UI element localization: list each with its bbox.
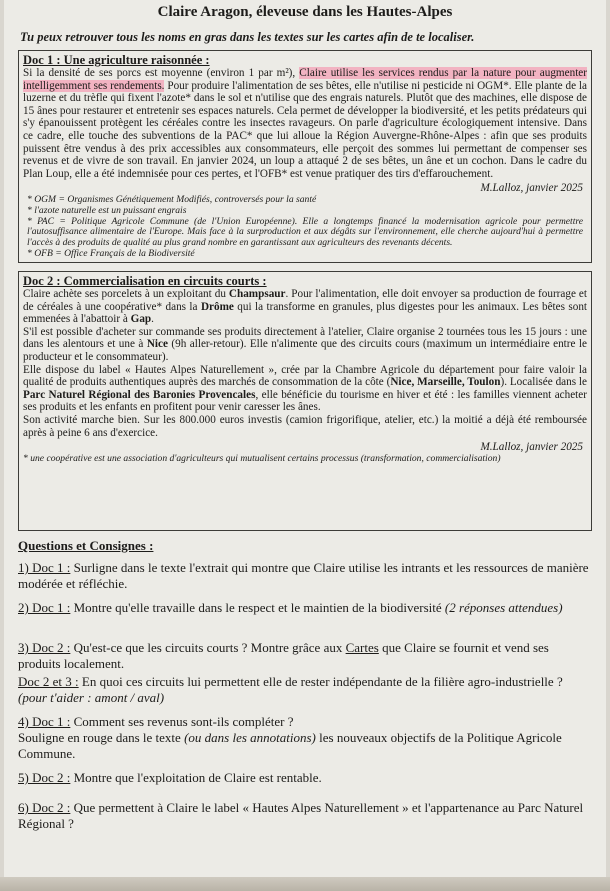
doc1-paragraph [19,67,591,180]
q3b-ref: Doc 2 et 3 : [18,674,79,689]
questions-title: Questions et Consignes : [18,538,154,553]
doc1-text-a: Si la densité de ses porcs est moyenne (environ 1 par m²), [23,67,296,79]
doc2-text: (9h aller-retour). Elle n'alimente que des circuits cours (maximum un intermédiaire entre le producteur et le consommateur). [23,338,588,363]
document-1-box [18,50,592,263]
q2-hint: (2 réponses attendues) [444,600,563,615]
q2-text: Montre qu'elle travaille dans le respect et le maintien de la biodiversité [73,600,442,615]
doc2-signature: M.Lalloz, janvier 2025 [480,441,583,454]
place-nice: Nice [146,338,168,351]
doc2-text: qui la transforme en granules, plus digestes pour les animaux. Les bêtes sont emmenées à l'abattoir à [23,300,588,326]
place-parc-baronies: Parc Naturel Régional des Baronies Provencales [23,388,256,401]
doc2-text: ). Localisée dans le [500,376,588,389]
q3b-hint: (pour t'aider : amont / aval) [18,690,165,705]
note-ogm: * OGM = Organismes Génétiquement Modifiés, controversés pour la santé [27,193,317,205]
doc2-paragraph-1: Claire achète ses porcelets à un exploitant du Champsaur. Pour l'alimentation, elle doit envoyer sa production de fourrage et de céréales à une coopérative* dans la Drôme qui la transforme en granules, plus digestes pour les animaux. Les bêtes sont emmenées à l'abattoir à Gap. [23,288,588,326]
doc2-paragraph-3 [19,364,591,414]
places-coast: Nice, Marseille, Toulon [390,376,501,389]
q4-hint: (ou dans les annotations) [184,730,316,745]
place-gap: Gap [130,313,152,326]
note-ofb: * OFB = Office Français de la Biodiversité [27,247,195,259]
doc2-note-cooperative: * une coopérative est une association d'agriculteurs qui mutualisent certains processus (transformation, commercialisation) [23,452,501,464]
q1-ref: 1) Doc 1 : [18,560,71,575]
doc2-text: . Pour l'alimentation, elle doit envoyer sa production de fourrage et de céréales à une coopérative* dans la [23,288,587,313]
q4-text: Comment ses revenus sont-ils compléter ? [73,714,294,729]
doc2-heading: Doc 2 : Commercialisation en circuits courts : [23,274,267,288]
doc2-text: Claire achète ses porcelets à un exploitant du [23,288,226,300]
q3-text: Qu'est-ce que les circuits courts ? Montre grâce aux [73,640,343,655]
question-4 [18,714,590,762]
doc2-paragraph-2 [19,326,591,364]
q1-text: Surligne dans le texte l'extrait qui montre que Claire utilise les intrants et les ressources de manière modérée et réfléchie. [18,560,589,591]
intro-instruction: Tu peux retrouver tous les noms en gras dans les textes sur les cartes afin de te localiser. [20,30,475,44]
doc1-highlighted-text: Claire utilise les services rendus par la nature pour augmenter intelligemment ses rendements. [23,67,587,92]
q3b-text: En quoi ces circuits lui permettent elle de rester indépendante de la filière agro-industrielle ? [81,674,563,689]
doc2-text: , elle bénéficie du tourisme en hiver et été : les familles viennent acheter ses produits et les enfants en profitent pour venir caresser les ânes. [23,388,587,414]
q3-cartes: Cartes [345,640,379,655]
question-1 [18,560,590,592]
q3-ref: 3) Doc 2 : [18,640,71,655]
q5-text: Montre que l'exploitation de Claire est rentable. [73,770,322,785]
doc1-text-b: Pour produire l'alimentation de ses bêtes, elle n'utilise ni pesticide ni OGM*. Elle plante de la luzerne et du trèfle qui fixent l'azote* dans le sol et n'utilise que des engrais naturels. Plutôt que des machines, elle dispose de 15 ânes pour restaurer et entretenir ses espaces naturels. Cela permet de développer la biodiversité, et les petits prédateurs qui s'y épanouissent protègent les céréales contre les insectes ravageurs. On parle d'agriculture écologiquement intensive. Dans ce cadre, elle touche des subventions de la PAC* que lui alloue la Région Auvergne-Rhône-Alpes : afin que ses produits puissent être vendus à des prix accessibles aux consommateurs, elle perçoit des sommes lui permettant de compenser ses revenus et de vivre de son travail. En janvier 2024, un loup a attaqué 2 de ses bêtes, un âne et un cochon. Dans le cadre du Plan Loup, elle a été indemnisée pour ces pertes, et l'OFB* est venue pratiquer des tirs d'effarouchement. [23,79,587,180]
questions-heading [18,538,590,554]
page-title: Claire Aragon, éleveuse dans les Hautes-Alpes [157,4,453,20]
doc2-paragraph-4: Son activité marche bien. Sur les 800.000 euros investis (camion frigorifique, atelier, etc.) la moitié a déjà été remboursée après à peine 6 ans d'exercice. [23,413,587,439]
note-azote: * l'azote naturelle est un puissant engrais [27,204,187,216]
doc2-text: S'il est possible d'acheter sur commande ses produits directement à l'atelier, Claire organise 2 tournées tous les 15 jours : une dans les alentours et une à [23,325,587,351]
note-pac: * PAC = Politique Agricole Commune (de l'Union Européenne). Elle a longtemps financé la modernisation agricole pour permettre l'autosuffisance alimentaire de l'Europe. Mais face à la surproduction et aux dégâts sur l'environnement, elle cherche aujourd'hui à permettre l'accès à des produits de qualité au plus grand nombre en garantissant aux agriculteurs des revenants décents. [27,215,583,249]
doc1-signature: M.Lalloz, janvier 2025 [480,182,583,195]
doc2-text: Elle dispose du label « Hautes Alpes Naturellement », crée par la Chambre Agricole du département pour faire valoir la qualité de produits authentiques auprès des marchés de consommation de la côte ( [23,363,587,389]
place-drome: Drôme [200,300,234,313]
q4-text: les nouveaux objectifs de la Politique Agricole Commune. [18,730,562,761]
question-2 [18,600,590,616]
q3-text: que Claire se fournit et vend ses produits localement. [18,640,549,671]
document-2-box [18,271,592,531]
question-3 [18,640,590,672]
q4-ref: 4) Doc 1 : [18,714,71,729]
q4-text: Souligne en rouge dans le texte [18,730,181,745]
doc1-heading: Doc 1 : Une agriculture raisonnée : [23,53,210,67]
question-5 [18,770,590,786]
page-bottom-edge [0,877,610,891]
question-3b [18,674,590,706]
doc1-notes [19,195,591,260]
q5-ref: 5) Doc 2 : [18,770,71,785]
q6-ref: 6) Doc 2 : [18,800,71,815]
q2-ref: 2) Doc 1 : [18,600,71,615]
q6-text: Que permettent à Claire le label « Hautes Alpes Naturellement » et l'appartenance au Parc Naturel Régional ? [18,800,584,831]
question-6 [18,800,590,832]
place-champsaur: Champsaur [228,288,286,300]
